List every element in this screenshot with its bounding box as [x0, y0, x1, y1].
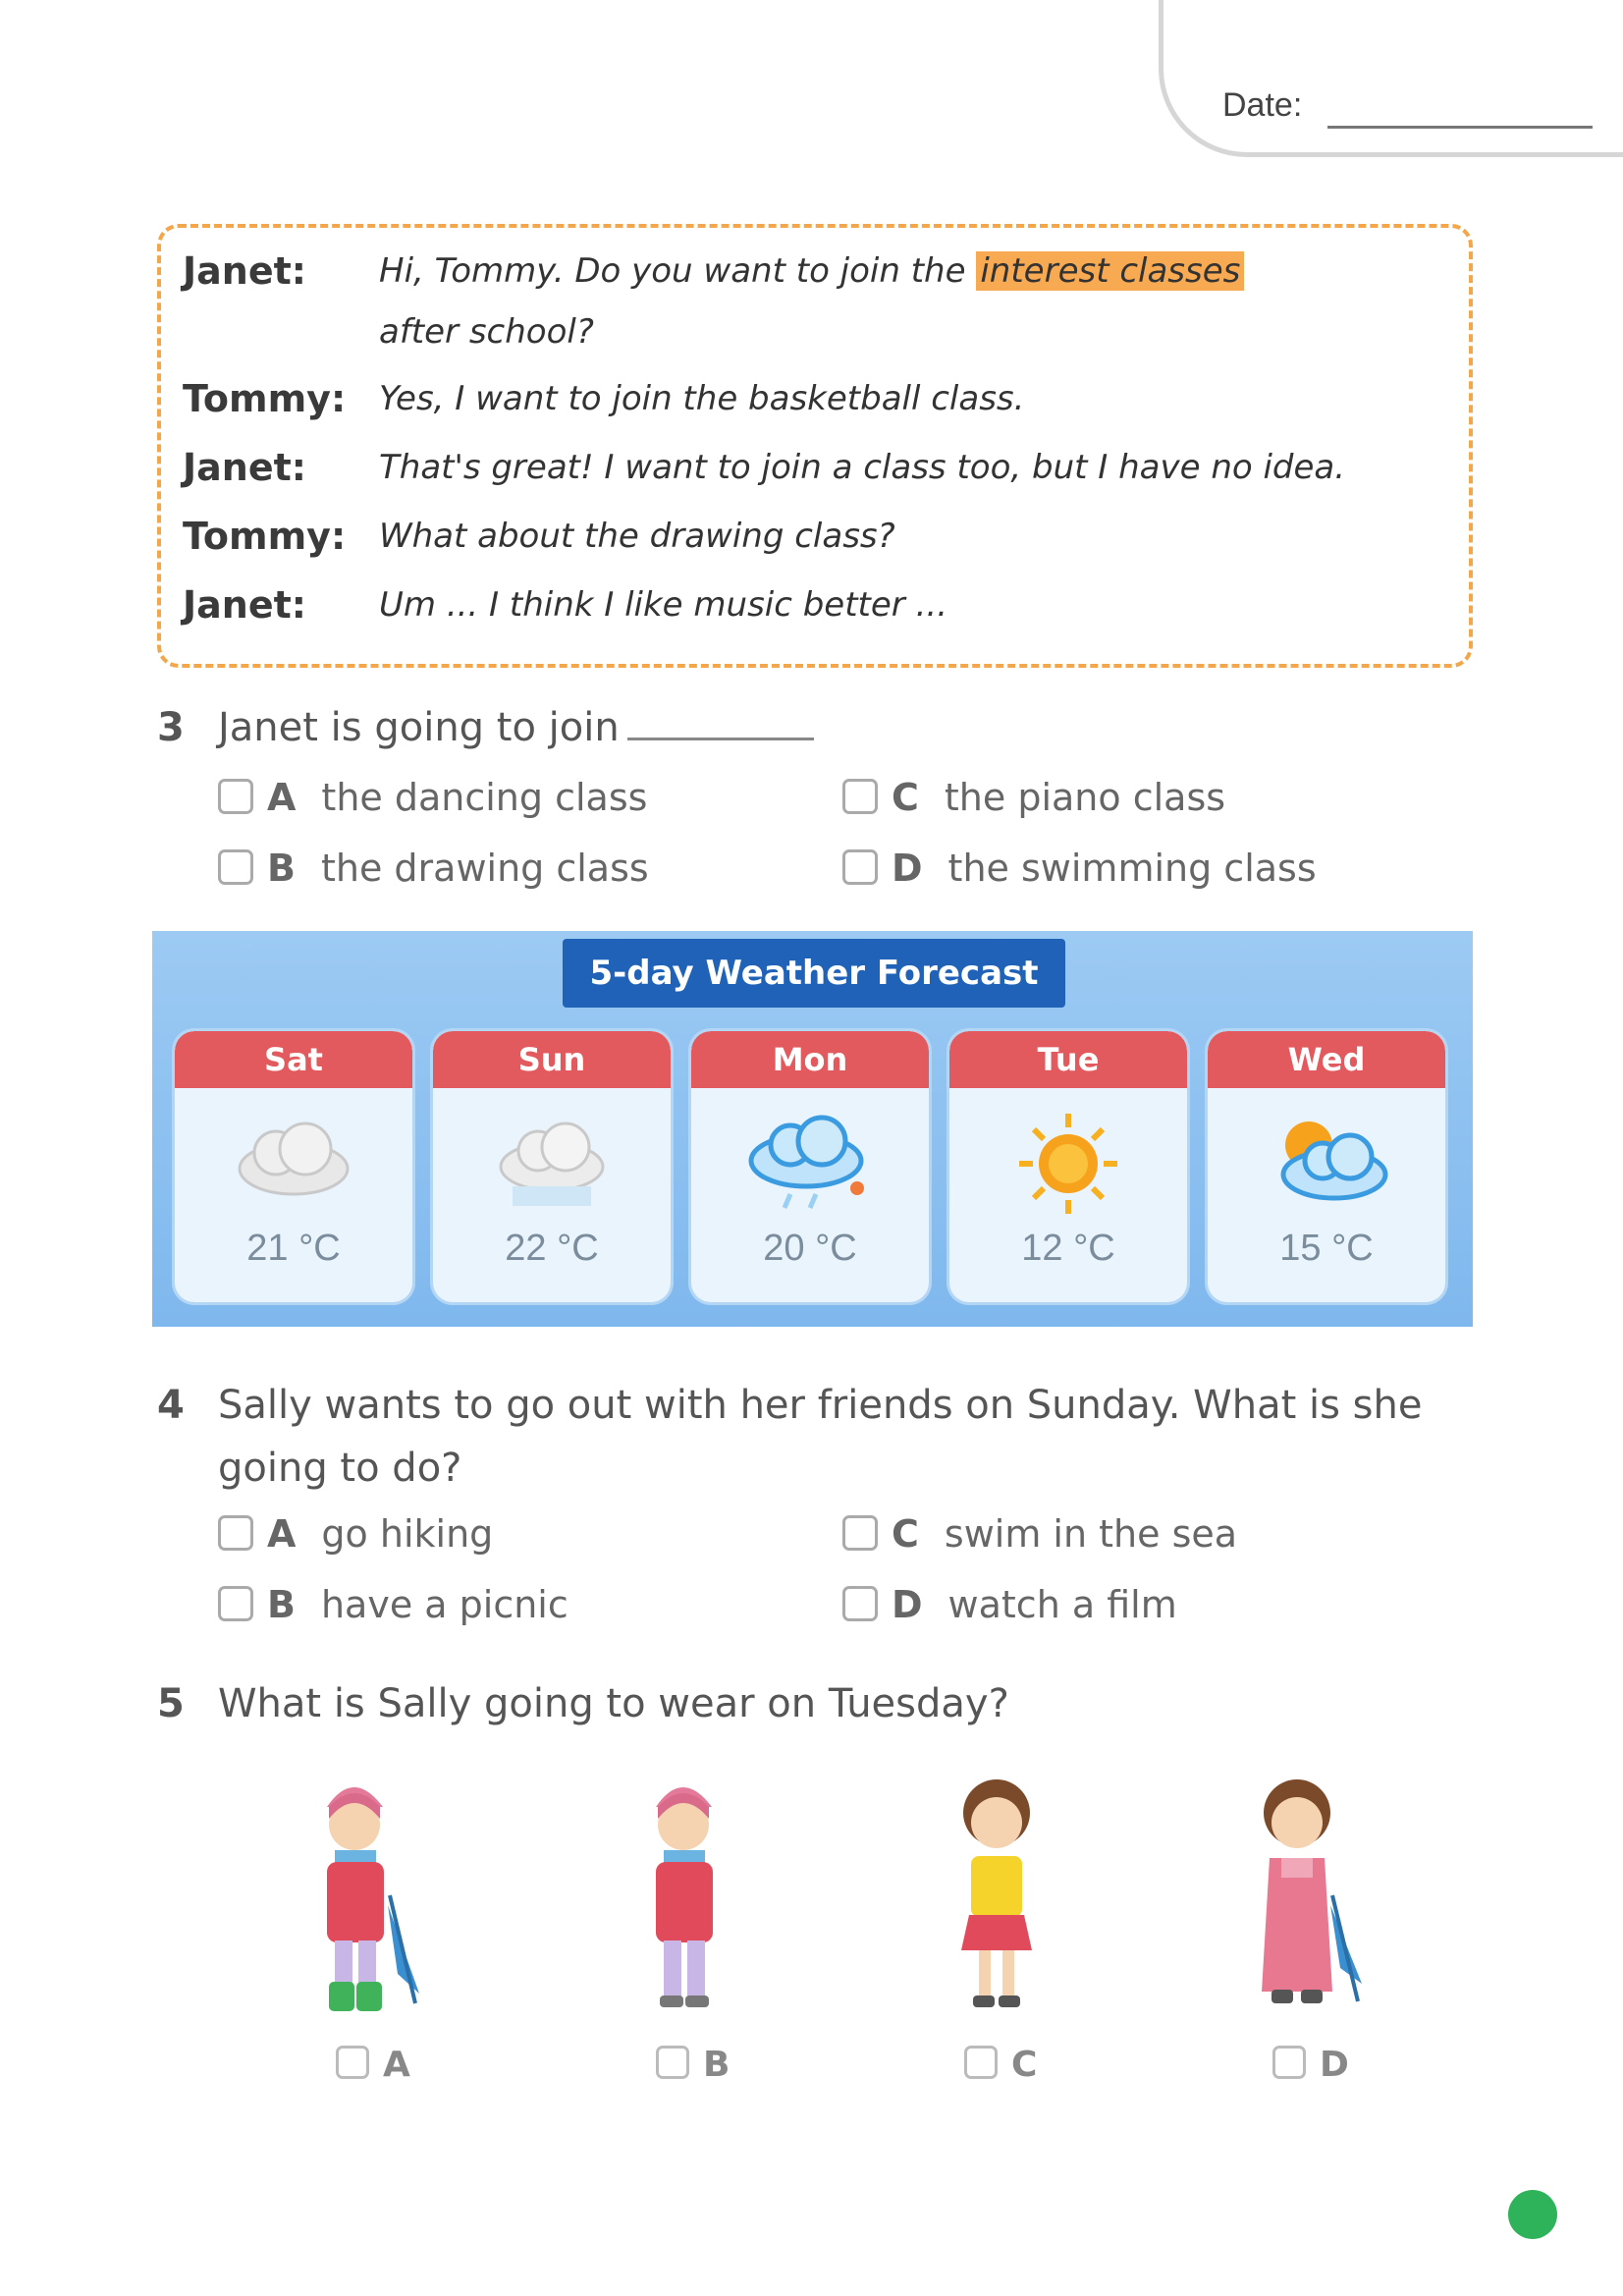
day-name: Sat	[175, 1031, 412, 1088]
sunny-icon	[1000, 1110, 1137, 1218]
option-4b[interactable]: B have a picnic	[218, 1583, 568, 1626]
speaker-name: Tommy:	[183, 377, 347, 420]
checkbox[interactable]	[336, 2046, 369, 2079]
girl-raincoat-picture	[628, 1768, 756, 2033]
temperature: 15 °C	[1279, 1228, 1374, 1269]
checkbox[interactable]	[656, 2046, 689, 2079]
option-3a[interactable]: A the dancing class	[218, 776, 647, 819]
date-label: Date:	[1222, 86, 1303, 124]
checkbox[interactable]	[842, 779, 878, 814]
day-name: Tue	[949, 1031, 1187, 1088]
temperature: 20 °C	[763, 1228, 857, 1269]
cloudy-icon	[225, 1110, 362, 1218]
girl-tshirt-skirt-picture	[938, 1768, 1065, 2033]
day-name: Wed	[1208, 1031, 1445, 1088]
cloudy-icon	[483, 1110, 621, 1218]
checkbox[interactable]	[842, 1515, 878, 1551]
checkbox[interactable]	[218, 1586, 253, 1621]
option-3b[interactable]: B the drawing class	[218, 847, 649, 890]
checkbox[interactable]	[218, 849, 253, 885]
dialogue-text: after school?	[379, 312, 594, 352]
highlighted-phrase: interest classes	[976, 251, 1244, 291]
dialogue-text: That's great! I want to join a class too, but I have no idea.	[379, 448, 1346, 487]
question-text: going to do?	[218, 1446, 462, 1491]
answer-blank	[627, 738, 814, 740]
option-3c[interactable]: C the piano class	[842, 776, 1225, 819]
weather-day-mon	[691, 1031, 929, 1302]
question-text: What is Sally going to wear on Tuesday?	[218, 1681, 1009, 1726]
option-5a[interactable]: A	[336, 2045, 410, 2085]
date-field[interactable]	[1327, 126, 1593, 129]
day-name: Mon	[691, 1031, 929, 1088]
checkbox[interactable]	[218, 1515, 253, 1551]
checkbox[interactable]	[842, 1586, 878, 1621]
checkbox[interactable]	[964, 2046, 998, 2079]
weather-day-wed	[1208, 1031, 1445, 1302]
dialogue-line	[183, 310, 1449, 371]
girl-raincoat-boots-umbrella-picture	[299, 1768, 427, 2033]
option-4c[interactable]: C swim in the sea	[842, 1512, 1237, 1556]
speaker-name: Janet:	[183, 249, 306, 293]
weather-forecast-panel	[152, 931, 1473, 1327]
dialogue-line	[183, 583, 1449, 644]
speaker-name: Tommy:	[183, 515, 347, 558]
dialogue-text: Hi, Tommy. Do you want to join the interest classes	[379, 251, 1244, 291]
option-5c[interactable]: C	[964, 2045, 1037, 2085]
rain-icon	[741, 1110, 879, 1218]
dialogue-text: Um ... I think I like music better ...	[379, 585, 948, 625]
dialogue-line	[183, 446, 1449, 507]
option-4a[interactable]: A go hiking	[218, 1512, 493, 1556]
option-5b[interactable]: B	[656, 2045, 730, 2085]
weather-day-tue	[949, 1031, 1187, 1302]
dialogue-line	[183, 249, 1449, 310]
question-text: Janet is going to join	[218, 705, 814, 750]
question-number: 5	[157, 1681, 185, 1726]
temperature: 12 °C	[1021, 1228, 1115, 1269]
speaker-name: Janet:	[183, 583, 306, 627]
checkbox[interactable]	[842, 849, 878, 885]
option-5d[interactable]: D	[1272, 2045, 1349, 2085]
dialogue-line	[183, 515, 1449, 575]
partly-cloudy-icon	[1258, 1110, 1395, 1218]
girl-long-coat-umbrella-picture	[1242, 1768, 1370, 2033]
dialogue-box	[157, 224, 1473, 668]
checkbox[interactable]	[218, 779, 253, 814]
option-3d[interactable]: D the swimming class	[842, 847, 1317, 890]
temperature: 22 °C	[505, 1228, 599, 1269]
weather-day-sun	[433, 1031, 671, 1302]
date-corner-decoration	[1159, 0, 1623, 157]
question-number: 4	[157, 1383, 185, 1428]
temperature: 21 °C	[246, 1228, 341, 1269]
checkbox[interactable]	[1272, 2046, 1306, 2079]
page-marker-dot	[1508, 2190, 1557, 2239]
dialogue-line	[183, 377, 1449, 438]
question-number: 3	[157, 705, 185, 750]
weather-title: 5-day Weather Forecast	[563, 939, 1065, 1008]
day-name: Sun	[433, 1031, 671, 1088]
dialogue-text: Yes, I want to join the basketball class.	[379, 379, 1025, 418]
weather-day-sat	[175, 1031, 412, 1302]
question-text: Sally wants to go out with her friends on Sunday. What is she	[218, 1383, 1423, 1428]
dialogue-text: What about the drawing class?	[379, 517, 895, 556]
speaker-name: Janet:	[183, 446, 306, 489]
option-4d[interactable]: D watch a film	[842, 1583, 1177, 1626]
